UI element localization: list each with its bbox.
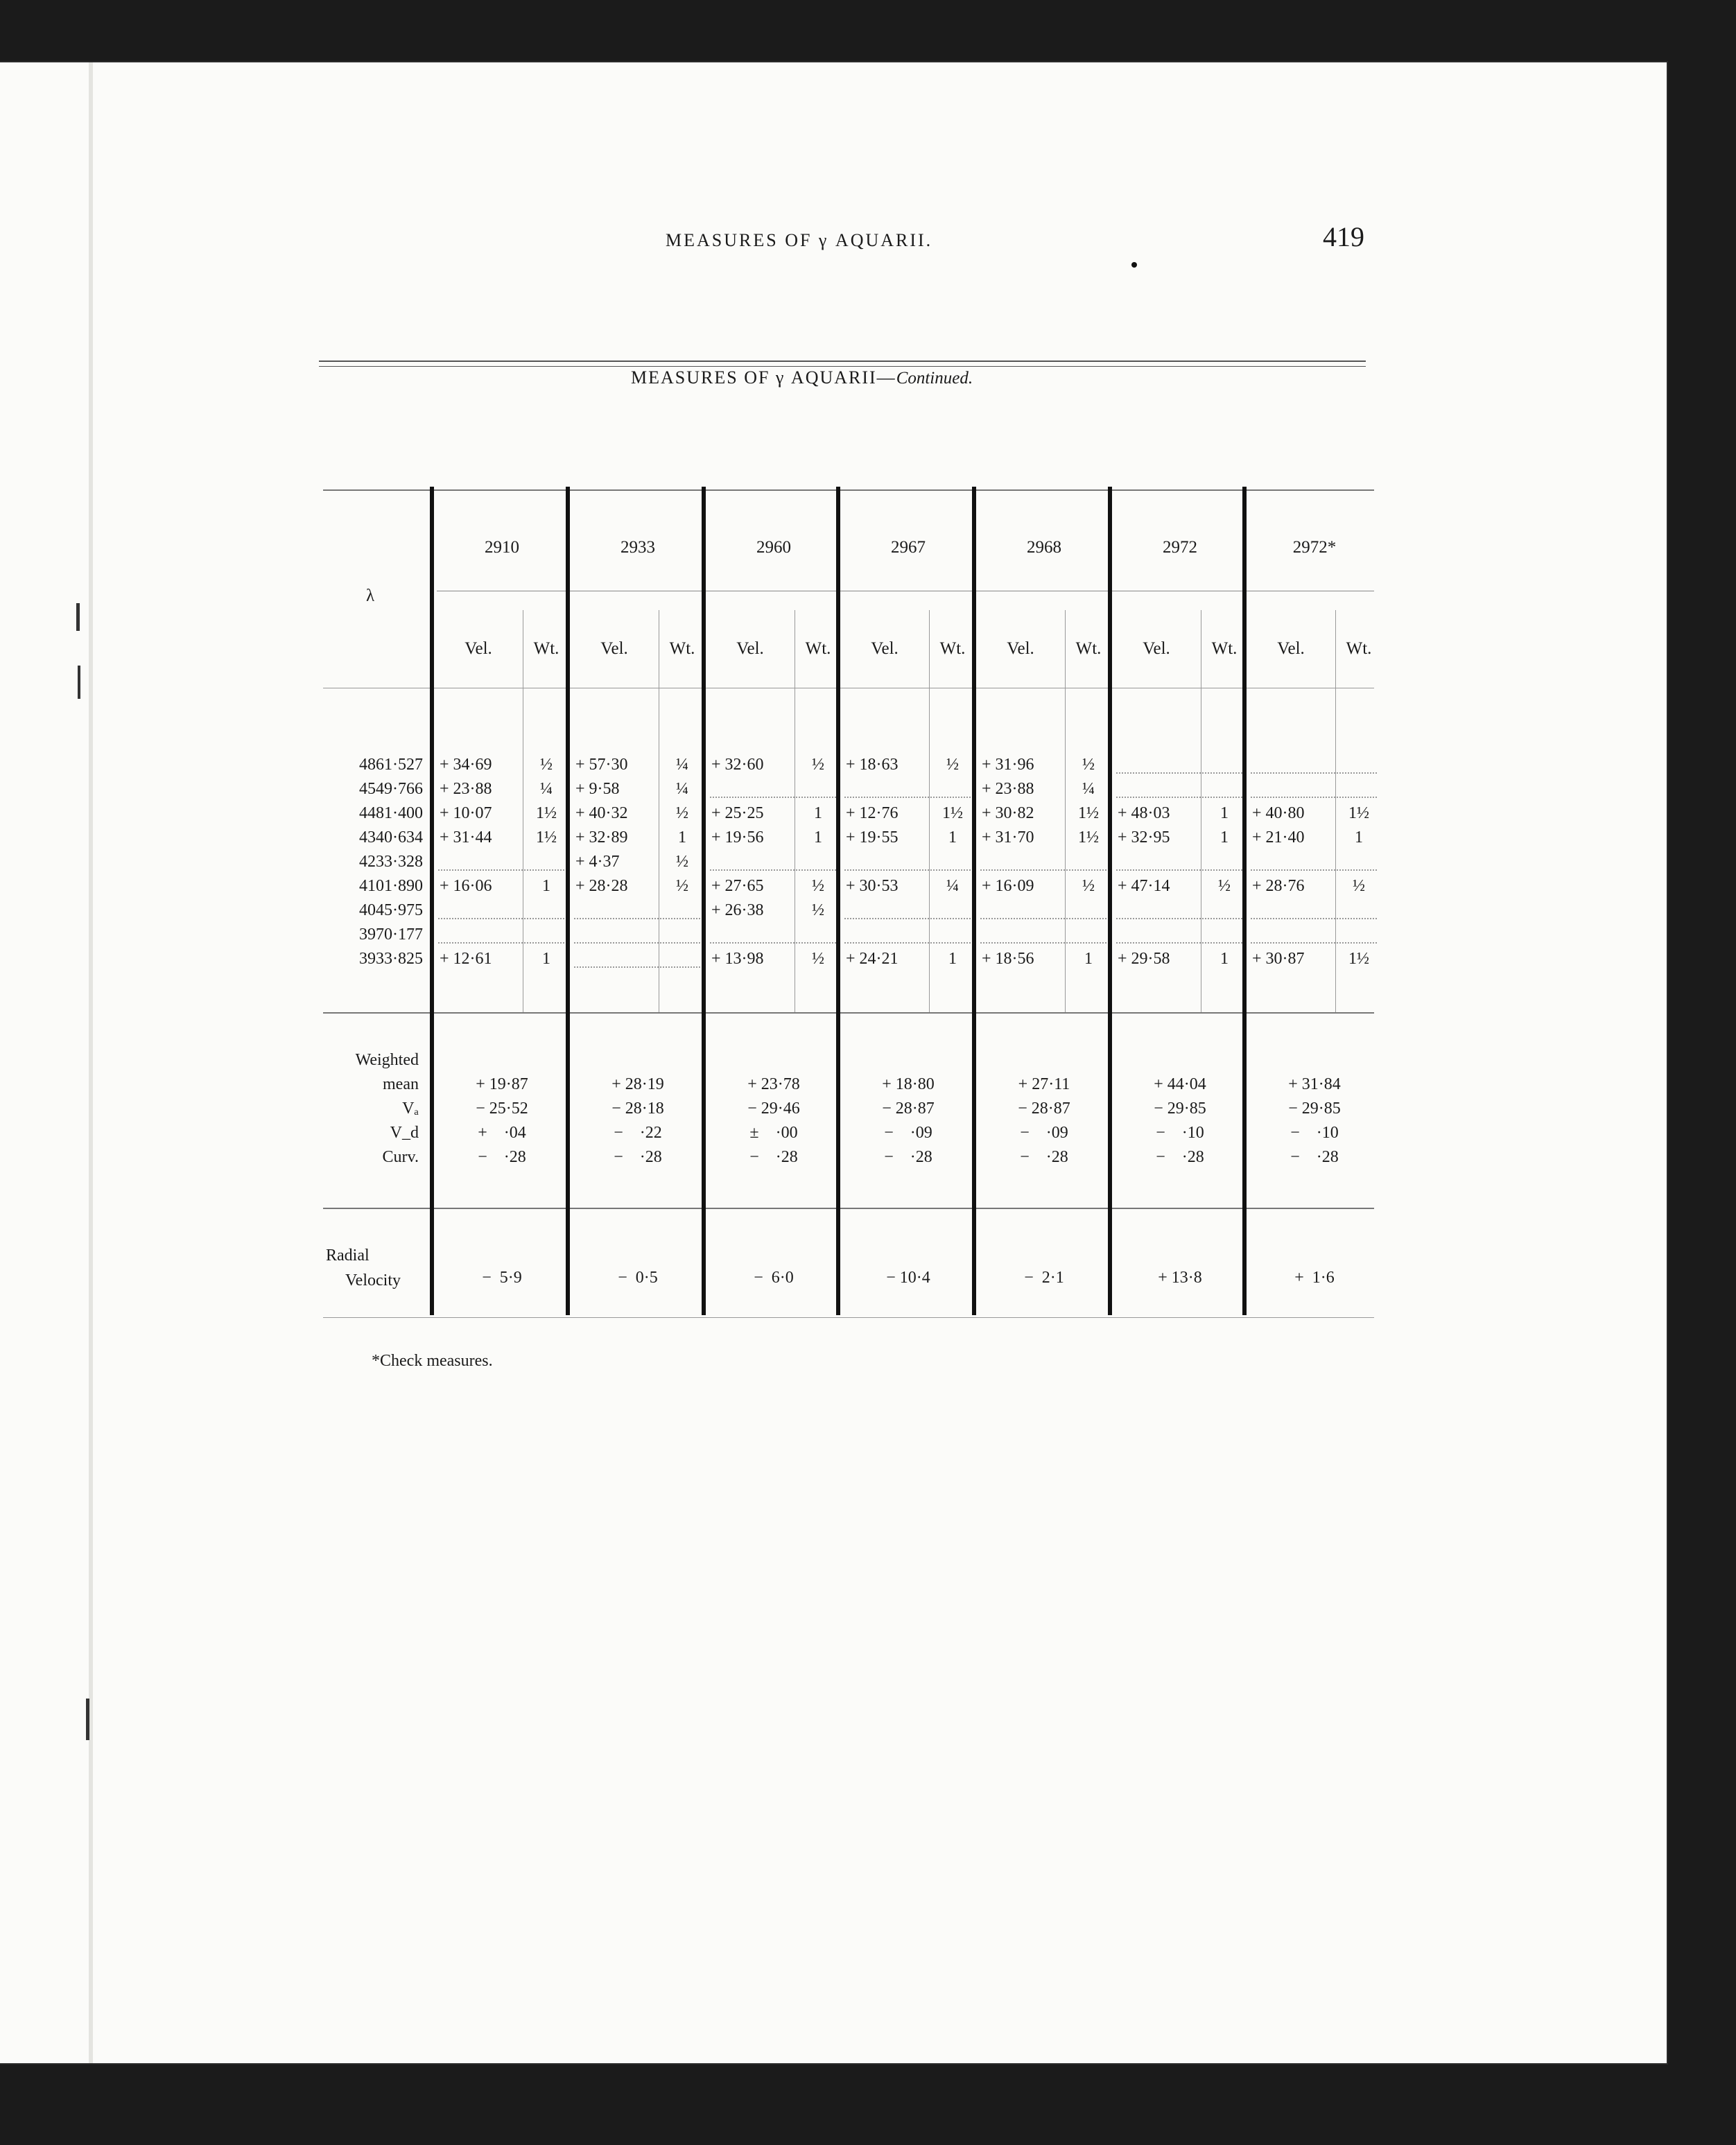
velocity-value: + 32·95: [1118, 828, 1170, 846]
weighted-mean-value: + 18·80: [882, 1075, 935, 1093]
velocity-value: + 24·21: [846, 950, 899, 968]
curv-value: − ·28: [749, 1148, 798, 1166]
vel-header: Vel.: [1143, 639, 1170, 658]
plate-number: 2933: [620, 538, 655, 557]
column-rule: [1108, 487, 1112, 1315]
head-rule: [319, 361, 1366, 362]
column-rule: [566, 487, 570, 1315]
weighted-mean-value: + 19·87: [476, 1075, 528, 1093]
velocity-value: + 30·53: [846, 877, 899, 895]
wavelength: 3970·177: [359, 926, 423, 944]
summary-label-mean: mean: [383, 1075, 419, 1093]
summary-bottom-rule: [323, 1208, 1374, 1209]
empty-cell-leader: [980, 918, 1106, 919]
va-value: − 29·85: [1288, 1100, 1341, 1118]
radial-velocity-value: − 10·4: [886, 1269, 930, 1287]
empty-cell-leader: [574, 966, 700, 968]
table-title: [631, 367, 973, 388]
empty-cell-leader: [1251, 772, 1377, 774]
summary-label-curv: Curv.: [382, 1148, 419, 1166]
weight-value: 1½: [1348, 804, 1369, 822]
weight-value: ¼: [1082, 780, 1095, 798]
vd-value: − ·10: [1290, 1124, 1339, 1142]
table-title-italic: Continued.: [896, 369, 973, 388]
weighted-mean-value: + 23·78: [747, 1075, 800, 1093]
vd-value: − ·09: [884, 1124, 932, 1142]
empty-cell-leader: [1116, 772, 1242, 774]
weight-value: ½: [1082, 756, 1095, 774]
weight-value: 1: [814, 804, 822, 822]
ink-dot: [1131, 262, 1137, 268]
velocity-value: + 47·14: [1118, 877, 1170, 895]
weight-value: ½: [676, 804, 688, 822]
velocity-value: + 31·70: [982, 828, 1034, 846]
empty-cell-leader: [1251, 942, 1377, 944]
empty-cell-leader: [438, 942, 564, 944]
velocity-value: + 32·89: [575, 828, 628, 846]
plate-number: 2967: [891, 538, 926, 557]
empty-cell-leader: [844, 797, 971, 798]
vel-header: Vel.: [465, 639, 492, 658]
wt-header: Wt.: [669, 639, 695, 658]
plate-number: 2968: [1027, 538, 1061, 557]
weight-value: 1½: [1078, 804, 1099, 822]
empty-cell-leader: [1251, 869, 1377, 871]
weight-value: ½: [946, 756, 959, 774]
va-value: − 29·85: [1154, 1100, 1206, 1118]
va-value: − 28·87: [1018, 1100, 1070, 1118]
empty-cell-leader: [1116, 942, 1242, 944]
scan-mark: [78, 666, 80, 699]
velocity-value: + 34·69: [440, 756, 492, 774]
empty-cell-leader: [1116, 869, 1242, 871]
weight-value: ½: [676, 853, 688, 871]
weight-value: ½: [540, 756, 553, 774]
empty-cell-leader: [980, 942, 1106, 944]
velocity-value: + 4·37: [575, 853, 620, 871]
data-bottom-rule: [323, 1012, 1374, 1014]
weight-value: 1: [1220, 828, 1229, 846]
va-value: − 28·18: [611, 1100, 664, 1118]
weight-value: ½: [812, 877, 824, 895]
weighted-mean-value: + 31·84: [1288, 1075, 1341, 1093]
radial-velocity-value: − 0·5: [618, 1269, 658, 1287]
weight-value: ½: [1218, 877, 1231, 895]
velocity-value: + 23·88: [440, 780, 492, 798]
empty-cell-leader: [844, 942, 971, 944]
radial-velocity-value: + 1·6: [1294, 1269, 1335, 1287]
empty-cell-leader: [1251, 797, 1377, 798]
wavelength: 4481·400: [359, 804, 423, 822]
velocity-value: + 12·76: [846, 804, 899, 822]
curv-value: − ·28: [614, 1148, 662, 1166]
weighted-mean-value: + 27·11: [1018, 1075, 1070, 1093]
footnote: *Check measures.: [372, 1352, 493, 1370]
vel-header: Vel.: [1277, 639, 1305, 658]
summary-label-va: Vₐ: [402, 1100, 419, 1118]
weight-value: ¼: [676, 756, 688, 774]
velocity-value: + 16·06: [440, 877, 492, 895]
weight-value: 1½: [536, 804, 557, 822]
wavelength: 4233·328: [359, 853, 423, 871]
empty-cell-leader: [1251, 918, 1377, 919]
weight-value: 1: [948, 950, 957, 968]
scan-mark: [76, 603, 80, 631]
velocity-value: + 48·03: [1118, 804, 1170, 822]
curv-value: − ·28: [884, 1148, 932, 1166]
weight-value: ½: [1082, 877, 1095, 895]
wavelength: 4340·634: [359, 828, 423, 846]
empty-cell-leader: [574, 918, 700, 919]
empty-cell-leader: [710, 869, 836, 871]
empty-cell-leader: [1116, 797, 1242, 798]
weight-value: 1½: [942, 804, 963, 822]
empty-cell-leader: [844, 869, 971, 871]
vel-header: Vel.: [1007, 639, 1034, 658]
summary-label-vd: V_d: [390, 1124, 419, 1142]
wavelength: 4045·975: [359, 901, 423, 919]
lambda-header: λ: [366, 587, 375, 605]
velocity-value: + 18·63: [846, 756, 899, 774]
velocity-value: + 26·38: [711, 901, 764, 919]
plate-number: 2960: [756, 538, 791, 557]
weight-value: 1: [1355, 828, 1363, 846]
table-top-rule: [323, 489, 1374, 491]
vel-header: Vel.: [871, 639, 899, 658]
velocity-value: + 31·44: [440, 828, 492, 846]
velocity-value: + 10·07: [440, 804, 492, 822]
weight-value: 1: [678, 828, 686, 846]
empty-cell-leader: [438, 918, 564, 919]
wt-header: Wt.: [1346, 639, 1372, 658]
wt-header: Wt.: [939, 639, 966, 658]
wt-header: Wt.: [1211, 639, 1238, 658]
curv-value: − ·28: [1290, 1148, 1339, 1166]
radial-velocity-value: + 13·8: [1158, 1269, 1202, 1287]
weight-value: ¼: [946, 877, 959, 895]
page: [0, 62, 1667, 2063]
plate-number: 2972*: [1292, 538, 1337, 557]
plate-number: 2910: [485, 538, 519, 557]
radial-velocity-value: − 2·1: [1024, 1269, 1064, 1287]
velocity-value: + 16·09: [982, 877, 1034, 895]
va-value: − 25·52: [476, 1100, 528, 1118]
vd-value: − ·22: [614, 1124, 662, 1142]
weight-value: 1½: [536, 828, 557, 846]
curv-value: − ·28: [1156, 1148, 1204, 1166]
vel-header: Vel.: [600, 639, 628, 658]
weight-value: ½: [812, 901, 824, 919]
velocity-value: + 29·58: [1118, 950, 1170, 968]
velocity-value: + 30·87: [1252, 950, 1305, 968]
table-bottom-rule: [323, 1317, 1374, 1318]
va-value: − 29·46: [747, 1100, 800, 1118]
empty-cell-leader: [844, 918, 971, 919]
vd-value: − ·09: [1020, 1124, 1068, 1142]
curv-value: − ·28: [1020, 1148, 1068, 1166]
curv-value: − ·28: [478, 1148, 526, 1166]
velocity-value: + 25·25: [711, 804, 764, 822]
velocity-value: + 18·56: [982, 950, 1034, 968]
column-rule: [430, 487, 434, 1315]
radial-velocity-value: − 6·0: [754, 1269, 794, 1287]
weight-value: ¼: [676, 780, 688, 798]
weighted-mean-value: + 44·04: [1154, 1075, 1206, 1093]
weight-value: 1: [1084, 950, 1093, 968]
head-rule-thin: [319, 366, 1366, 367]
wavelength: 4549·766: [359, 780, 423, 798]
weight-value: 1½: [1348, 950, 1369, 968]
velocity-value: + 40·80: [1252, 804, 1305, 822]
weight-value: 1½: [1078, 828, 1099, 846]
wt-header: Wt.: [805, 639, 831, 658]
velocity-value: + 31·96: [982, 756, 1034, 774]
wt-header: Wt.: [533, 639, 559, 658]
column-rule: [972, 487, 976, 1315]
wavelength: 4861·527: [359, 756, 423, 774]
velocity-value: + 19·55: [846, 828, 899, 846]
wavelength: 3933·825: [359, 950, 423, 968]
vd-value: + ·04: [478, 1124, 526, 1142]
wt-header: Wt.: [1075, 639, 1102, 658]
radial-velocity-value: − 5·9: [482, 1269, 522, 1287]
weight-value: 1: [1220, 950, 1229, 968]
empty-cell-leader: [438, 869, 564, 871]
weight-value: 1: [814, 828, 822, 846]
table-title-text: MEASURES OF γ AQUARII—: [631, 367, 896, 388]
column-rule: [1242, 487, 1247, 1315]
empty-cell-leader: [710, 942, 836, 944]
velocity-value: + 32·60: [711, 756, 764, 774]
vel-header: Vel.: [736, 639, 764, 658]
velocity-value: + 23·88: [982, 780, 1034, 798]
scan-mark: [86, 1699, 89, 1740]
weight-value: ½: [676, 877, 688, 895]
weight-value: ½: [1353, 877, 1365, 895]
weight-value: 1: [1220, 804, 1229, 822]
velocity-value: + 12·61: [440, 950, 492, 968]
velocity-value: + 57·30: [575, 756, 628, 774]
radial-label: Radial: [326, 1247, 370, 1265]
velocity-value: + 13·98: [711, 950, 764, 968]
empty-cell-leader: [980, 869, 1106, 871]
weight-value: 1: [948, 828, 957, 846]
velocity-value: + 40·32: [575, 804, 628, 822]
page-gutter: [89, 62, 93, 2063]
empty-cell-leader: [1116, 918, 1242, 919]
empty-cell-leader: [574, 942, 700, 944]
va-value: − 28·87: [882, 1100, 935, 1118]
velocity-value: + 30·82: [982, 804, 1034, 822]
vd-value: ± ·00: [749, 1124, 798, 1142]
velocity-label: Velocity: [345, 1271, 401, 1289]
velocity-value: + 27·65: [711, 877, 764, 895]
weighted-mean-value: + 28·19: [611, 1075, 664, 1093]
plate-number: 2972: [1163, 538, 1197, 557]
velocity-value: + 9·58: [575, 780, 620, 798]
summary-label-weighted: Weighted: [355, 1051, 419, 1069]
weight-value: ¼: [540, 780, 553, 798]
vd-value: − ·10: [1156, 1124, 1204, 1142]
weight-value: 1: [542, 950, 550, 968]
weight-value: 1: [542, 877, 550, 895]
wavelength: 4101·890: [359, 877, 423, 895]
page-number: 419: [1323, 221, 1364, 252]
weight-value: ½: [812, 950, 824, 968]
velocity-value: + 28·76: [1252, 877, 1305, 895]
velocity-value: + 19·56: [711, 828, 764, 846]
running-head: MEASURES OF γ AQUARII.: [666, 230, 933, 250]
weight-value: ½: [812, 756, 824, 774]
velocity-value: + 21·40: [1252, 828, 1305, 846]
column-rule: [702, 487, 706, 1315]
velocity-value: + 28·28: [575, 877, 628, 895]
empty-cell-leader: [710, 797, 836, 798]
